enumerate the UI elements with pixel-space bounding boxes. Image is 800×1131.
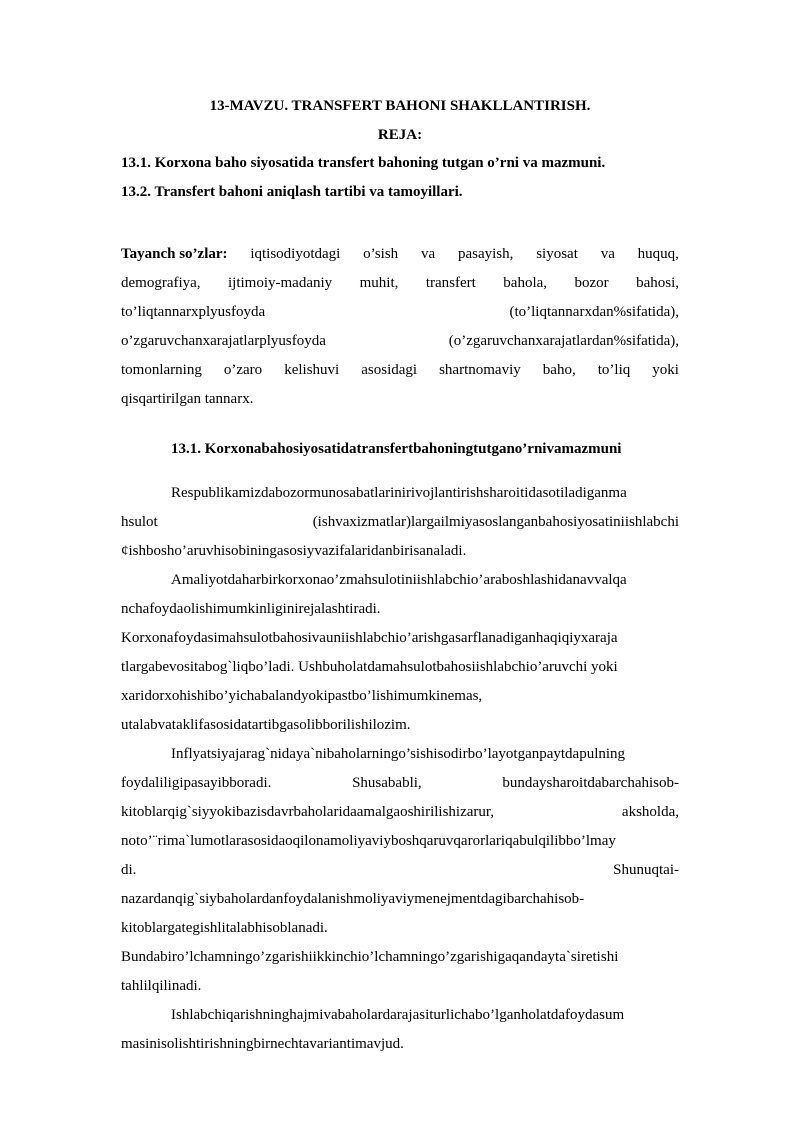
- keyword-word: shartnomaviy: [439, 362, 521, 378]
- keyword-word: va: [420, 246, 436, 262]
- keyword-word: baho,: [542, 362, 576, 378]
- keyword-word: yoki: [652, 362, 679, 378]
- paragraph-line: [121, 856, 679, 885]
- keyword-word: transfert: [425, 275, 476, 291]
- text-span: Shusababli,: [352, 775, 422, 791]
- paragraph-line: Korxonafoydasimahsulotbahosivauniishlabchio’arishgasarflanadiganhaqiqiyxaraja: [121, 630, 618, 646]
- paragraph-line: masinisolishtirishningbirnechtavariantimavjud.: [121, 1036, 404, 1052]
- keyword-word: kelishuvi: [284, 362, 340, 378]
- paragraph-line: noto’¨rima`lumotlarasosidaoqilonamoliyaviyboshqaruvqarorlariqabulqilibbo’lmay: [121, 833, 616, 849]
- keyword-word: pasayish,: [457, 246, 514, 262]
- keywords-line-4: [121, 327, 679, 356]
- plan-item-2: 13.2. Transfert bahoni aniqlash tartibi va tamoyillari.: [121, 184, 463, 200]
- paragraph-line: xaridorxohishibo’yichabalandyokipastbo’lishimumkinemas,: [121, 688, 483, 704]
- keywords-line-6: qisqartirilgan tannarx.: [121, 391, 254, 407]
- page-title: 13-MAVZU. TRANSFERT BAHONI SHAKLLANTIRISH.: [209, 98, 591, 114]
- text-span: Shunuqtai-: [613, 862, 679, 878]
- text-span: aksholda,: [621, 804, 679, 820]
- paragraph-line: nazardanqig`siybaholardanfoydalanishmoliyaviymenejmentdagibarchahisob-: [121, 891, 585, 907]
- text-span: di.: [121, 862, 137, 878]
- keyword-word: va: [600, 246, 615, 262]
- text-span: (ishvaxizmatlar)largailmiyasoslanganbahosiyosatiniishlabchi: [312, 514, 679, 530]
- keywords-line-1: [121, 240, 679, 269]
- paragraph-line: Inflyatsiyajarag`nidaya`nibaholarningo’sishisodirbo’layotganpaytdapulning: [171, 746, 626, 762]
- paragraph-line: Respublikamizdabozormunosabatlarinirivojlantirishsharoitidasotiladiganma: [171, 485, 627, 501]
- keyword-word: demografiya,: [121, 275, 201, 291]
- plan-item-1: 13.1. Korxona baho siyosatida transfert bahoning tutgan o’rni va mazmuni.: [121, 155, 606, 171]
- keyword-word: o’sish: [363, 246, 399, 262]
- keywords-label: Tayanch so’zlar:: [121, 246, 228, 262]
- keywords-line-2: [121, 269, 679, 298]
- keyword-word: o’zaro: [223, 362, 263, 378]
- paragraph-line: ¢ishbosho’aruvhisobiningasosiyvazifalaridanbirisanaladi.: [121, 543, 467, 559]
- keyword-word: to’liq: [597, 362, 631, 378]
- keyword-word: o’zgaruvchanxarajatlarplyusfoyda: [121, 333, 326, 349]
- paragraph-line: Amaliyotdaharbirkorxonao’zmahsulotiniishlabchio’araboshlashidanavvalqa: [171, 572, 627, 588]
- paragraph-line: tlargabevositabog`liqbo’ladi. Ushbuholatdamahsulotbahosiishlabchio’aruvchi yoki: [121, 659, 618, 675]
- keyword-word: to’liqtannarxplyusfoyda: [121, 304, 266, 320]
- keyword-word: bahosi,: [636, 275, 679, 291]
- paragraph-line: utalabvataklifasosidatartibgasolibborilishilozim.: [121, 717, 411, 733]
- paragraph-line: Ishlabchiqarishninghajmivabaholardarajasiturlichabo’lganholatdafoydasum: [171, 1007, 625, 1023]
- section-heading: 13.1. Korxonabahosiyosatidatransfertbahoningtutgano’rnivamazmuni: [171, 441, 622, 457]
- text-span: foydaliligipasayibboradi.: [121, 775, 272, 791]
- keyword-word: huquq,: [637, 246, 679, 262]
- keyword-word: muhit,: [359, 275, 399, 291]
- keyword-word: bahola,: [503, 275, 548, 291]
- keyword-word: ijtimoiy-madaniy: [228, 275, 333, 291]
- keyword-word: tomonlarning: [121, 362, 202, 378]
- paragraph-line: kitoblargategishlitalabhisoblanadi.: [121, 920, 328, 936]
- text-span: kitoblarqig`siyyokibazisdavrbaholaridaamalgaoshirilishizarur,: [121, 804, 495, 820]
- text-span: bundaysharoitdabarchahisob-: [502, 775, 679, 791]
- keywords-line-3: [121, 298, 679, 327]
- text-span: hsulot: [121, 514, 158, 530]
- paragraph-line: tahlilqilinadi.: [121, 978, 202, 994]
- keyword-word: (o’zgaruvchanxarajatlardan%sifatida),: [448, 333, 679, 349]
- keyword-word: bozor: [574, 275, 609, 291]
- paragraph-line: [121, 798, 679, 827]
- paragraph-line: nchafoydaolishimumkinliginirejalashtiradi.: [121, 601, 381, 617]
- paragraph-line: Bundabiro’lchamningo’zgarishiikkinchio’lchamningo’zgarishigaqandayta`siretishi: [121, 949, 619, 965]
- paragraph-line: [121, 508, 679, 537]
- paragraph-line: [121, 769, 679, 798]
- keywords-line-5: [121, 356, 679, 385]
- keyword-word: siyosat: [536, 246, 578, 262]
- keyword-word: iqtisodiyotdagi: [250, 246, 341, 262]
- plan-heading: REJA:: [377, 127, 423, 143]
- keyword-word: asosidagi: [361, 362, 418, 378]
- keyword-word: (to’liqtannarxdan%sifatida),: [509, 304, 679, 320]
